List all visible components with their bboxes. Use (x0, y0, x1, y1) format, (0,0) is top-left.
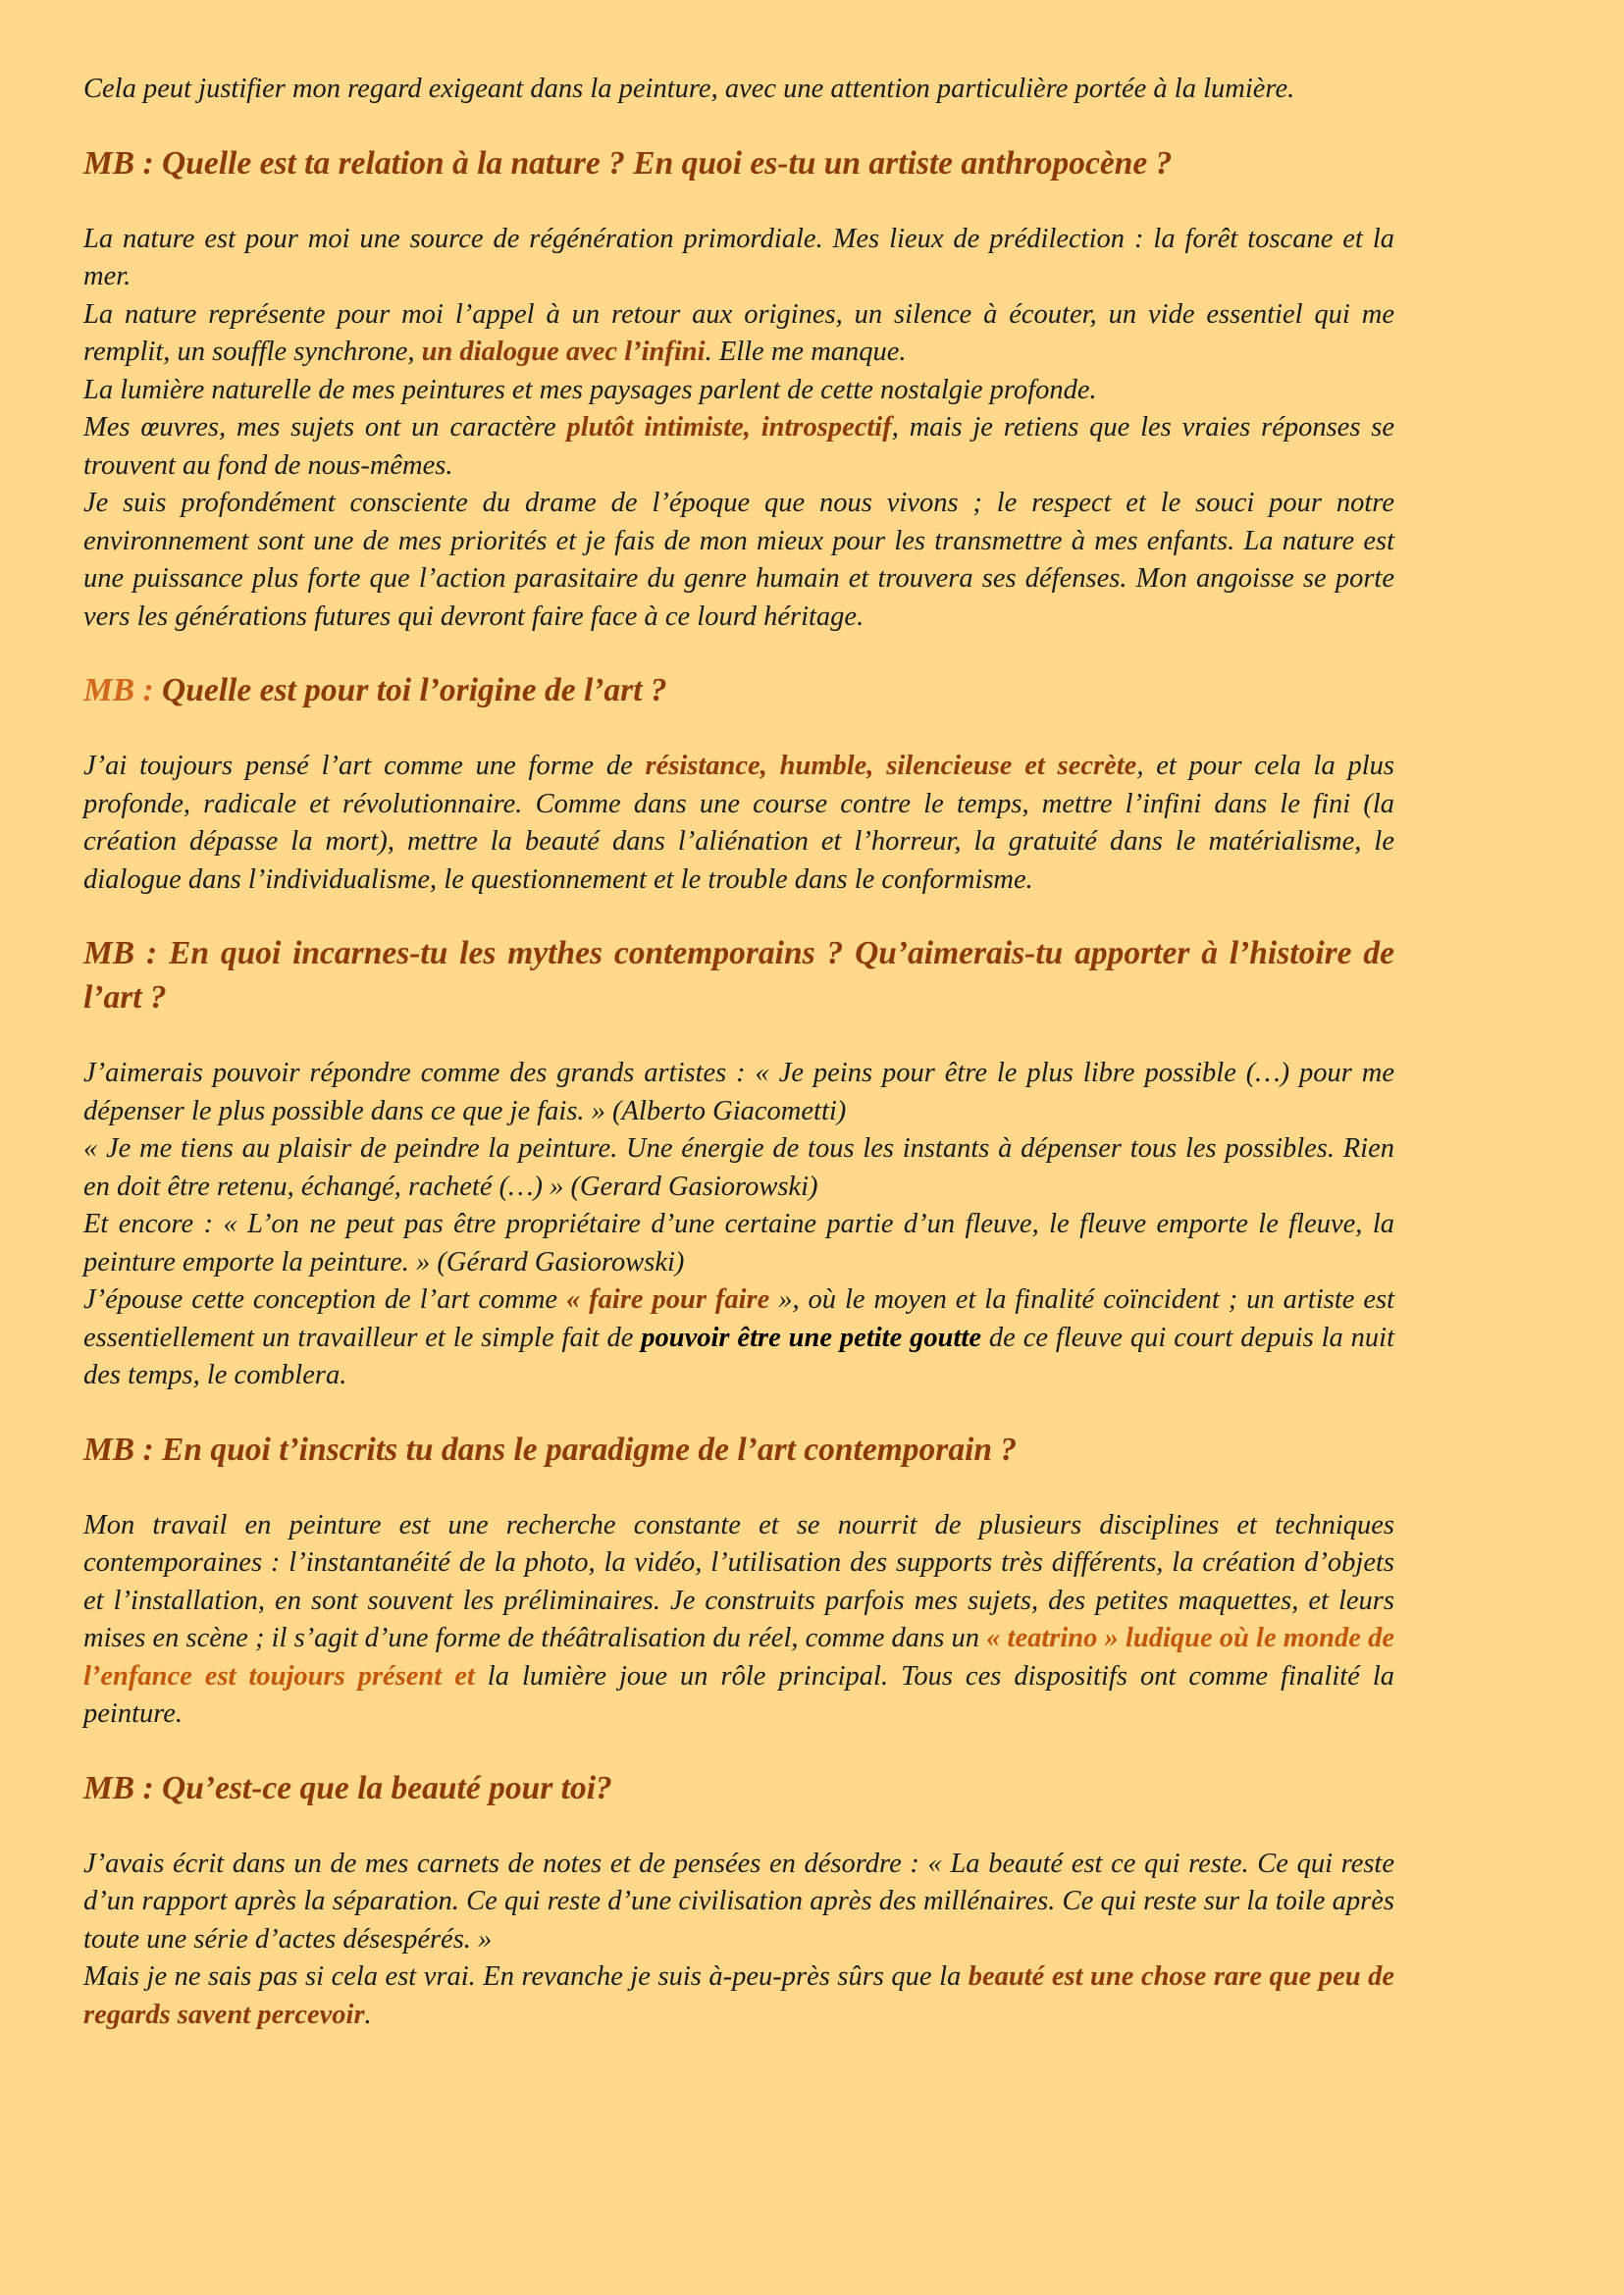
highlight-resistance: résistance, humble, silencieuse et secrète (645, 751, 1137, 781)
question-beaute: MB : Qu’est-ce que la beauté pour toi? (83, 1769, 612, 1806)
highlight-intimiste: plutôt intimiste, introspectif (566, 412, 892, 443)
answer-origine-p1: J’ai toujours pensé l’art comme une forme de résistance, humble, silencieuse et secrète, et pour cela la plus profonde, radicale et révolutionnaire. Comme dans une course contre le temps, mettre l’infini dans le fini (la création dépasse la mort), mettre la beauté dans l’aliénation et l’horreur, la gratuité dans le matérialisme, le dialogue dans l’individualisme, le questionnement et le trouble dans le conformisme. (83, 751, 1394, 895)
answer-mythes-p4: J’épouse cette conception de l’art comme « faire pour faire », où le moyen et la finalité coïncident ; un artiste est essentiellement un travailleur et le simple fait de pouvoir être une petite goutte de ce fleuve qui court depuis la nuit des temps, le comblera. (83, 1284, 1395, 1390)
answer-nature-p1: La nature est pour moi une source de régénération primordiale. Mes lieux de prédilection : la forêt toscane et la mer. (83, 223, 1394, 291)
highlight-dialogue: un dialogue avec l’infini (421, 337, 706, 367)
answer-nature-p3: La lumière naturelle de mes peintures et mes paysages parlent de cette nostalgie profonde. (83, 374, 1097, 405)
highlight-petite-goutte: pouvoir être une petite goutte (641, 1322, 981, 1353)
question-origine (83, 668, 1394, 712)
answer-mythes-p2: « Je me tiens au plaisir de peindre la peinture. Une énergie de tous les instants à dépenser tous les possibles. Rien en doit être retenu, échangé, racheté (…) » (Gerard Gasiorowski) (83, 1133, 1394, 1202)
answer-nature-p4: Mes œuvres, mes sujets ont un caractère plutôt intimiste, introspectif, mais je retiens que les vraies réponses se trouvent au fond de nous-mêmes. (83, 412, 1395, 481)
highlight-faire-pour-faire: « faire pour faire (566, 1284, 770, 1315)
intro-paragraph: Cela peut justifier mon regard exigeant dans la peinture, avec une attention particulière portée à la lumière. (83, 74, 1295, 104)
question-text: Quelle est ta relation à la nature ? En quoi es-tu un artiste anthropocène ? (162, 144, 1173, 182)
question-prefix: MB : (83, 144, 163, 182)
highlight-teatrino: « teatrino » ludique où le monde de l’enfance est toujours présent et (83, 1623, 1394, 1692)
question-paradigme: MB : En quoi t’inscrits tu dans le paradigme de l’art contemporain ? (83, 1431, 1018, 1468)
document-page (83, 71, 1394, 2034)
answer-nature-p2: La nature représente pour moi l’appel à un retour aux origines, un silence à écouter, un vide essentiel qui me remplit, un souffle synchrone, un dialogue avec l’infini. Elle me manque. (83, 298, 1394, 367)
question-text: Quelle est pour toi l’origine de l’art ? (162, 672, 667, 708)
question-mythes: MB : En quoi incarnes-tu les mythes contemporains ? Qu’aimerais-tu apporter à l’histoire de l’art ? (83, 935, 1394, 1016)
answer-mythes-p3: Et encore : « L’on ne peut pas être propriétaire d’une certaine partie d’un fleuve, le fleuve emporte le fleuve, la peinture emporte la peinture. » (Gérard Gasiorowski) (83, 1209, 1394, 1278)
answer-nature-p5: Je suis profondément consciente du drame de l’époque que nous vivons ; le respect et le souci pour notre environnement sont une de mes priorités et je fais de mon mieux pour les transmettre à mes enfants. La nature est une puissance plus forte que l’action parasitaire du genre humain et trouvera ses défenses. Mon angoisse se porte vers les générations futures qui devront faire face à ce lourd héritage. (83, 488, 1394, 632)
answer-beaute-p2: Mais je ne sais pas si cela est vrai. En revanche je suis à-peu-près sûrs que la beauté est une chose rare que peu de regards savent percevoir. (83, 1961, 1394, 2030)
answer-paradigme-p1: Mon travail en peinture est une recherche constante et se nourrit de plusieurs disciplines et techniques contemporaines : l’instantanéité de la photo, la vidéo, l’utilisation des supports très différents, la création d’objets et l’installation, en sont souvent les préliminaires. Je construits parfois mes sujets, des petites maquettes, et leurs mises en scène ; il s’agit d’une forme de théâtralisation du réel, comme dans un « teatrino » ludique où le monde de l’enfance est toujours présent et la lumière joue un rôle principal. Tous ces dispositifs ont comme finalité la peinture. (83, 1509, 1395, 1729)
question-prefix: MB : (83, 672, 163, 708)
question-nature (83, 141, 1394, 185)
answer-beaute-p1: J’avais écrit dans un de mes carnets de notes et de pensées en désordre : « La beauté est ce qui reste. Ce qui reste d’un rapport après la séparation. Ce qui reste d’une civilisation après des millénaires. Ce qui reste sur la toile après toute une série d’actes désespérés. » (83, 1848, 1394, 1955)
highlight-beaute: beauté est une chose rare que peu de regards savent percevoir (83, 1961, 1394, 2030)
answer-mythes-p1: J’aimerais pouvoir répondre comme des grands artistes : « Je peins pour être le plus libre possible (…) pour me dépenser le plus possible dans ce que je fais. » (Alberto Giacometti) (83, 1058, 1394, 1126)
